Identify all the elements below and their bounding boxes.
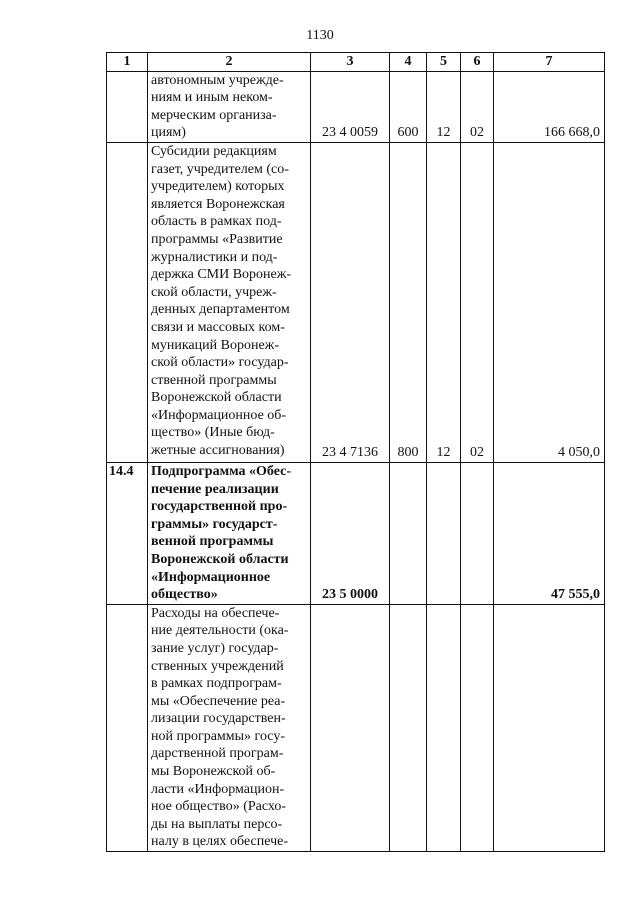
amount: 47 555,0: [494, 462, 605, 604]
page-number: 1130: [306, 28, 334, 43]
table-row: [107, 142, 605, 462]
row-number: [107, 142, 148, 462]
description-text: Подпрограмма «Обес- печение реализации государственной про- граммы» государст- венной программы Воронежской области «Информационное общество»: [151, 463, 292, 603]
table-header-row: [107, 53, 605, 72]
row-description: [148, 462, 311, 604]
row-description: [148, 604, 311, 851]
table-row: [107, 604, 605, 851]
description-text: автономным учрежде- ниям и иным неком- мерческим организа- циям): [151, 72, 284, 141]
amount: 166 668,0: [494, 71, 605, 142]
row-description: [148, 71, 311, 142]
table-row: [107, 462, 605, 604]
row-number: [107, 604, 148, 851]
header-col-5: 5: [427, 53, 461, 72]
subsection-code: 02: [461, 142, 494, 462]
header-col-4: 4: [390, 53, 427, 72]
section-code: 12: [427, 71, 461, 142]
expense-type: [390, 462, 427, 604]
section-code: [427, 462, 461, 604]
section-code: 12: [427, 142, 461, 462]
subsection-code: 02: [461, 71, 494, 142]
expense-type: 800: [390, 142, 427, 462]
subsection-code: [461, 604, 494, 851]
header-col-6: 6: [461, 53, 494, 72]
amount: 4 050,0: [494, 142, 605, 462]
target-code: 23 5 0000: [311, 462, 390, 604]
row-number: 14.4: [107, 462, 148, 604]
row-description: [148, 142, 311, 462]
header-col-7: 7: [494, 53, 605, 72]
section-code: [427, 604, 461, 851]
table-row: [107, 71, 605, 142]
target-code: 23 4 7136: [311, 142, 390, 462]
header-col-3: 3: [311, 53, 390, 72]
amount: [494, 604, 605, 851]
expense-type: 600: [390, 71, 427, 142]
header-col-1: 1: [107, 53, 148, 72]
expense-type: [390, 604, 427, 851]
row-number: [107, 71, 148, 142]
subsection-code: [461, 462, 494, 604]
target-code: 23 4 0059: [311, 71, 390, 142]
header-col-2: 2: [148, 53, 311, 72]
description-text: Расходы на обеспече- ние деятельности (ока- зание услуг) государ- ственных учреждений в рамках подпрограм- мы «Обеспечение реа- лизации государствен- ной программы» госу- дарственной програм- мы Воронежской об- ласти «Информацион- ное общество» (Расхо- ды на выплаты персо- налу в целях обеспече-: [151, 605, 289, 850]
target-code: [311, 604, 390, 851]
budget-table: [106, 52, 605, 852]
description-text: Субсидии редакциям газет, учредителем (со- учредителем) которых является Воронежская область в рамках под- программы «Развитие журналистики и под- держка СМИ Воронеж- ской области, учреж- денных департаментом связи и массовых ком- муникаций Воронеж- ской области» государ- ственной программы Воронежской области «Информационное об- щество» (Иные бюд- жетные ассигнования): [151, 143, 292, 459]
